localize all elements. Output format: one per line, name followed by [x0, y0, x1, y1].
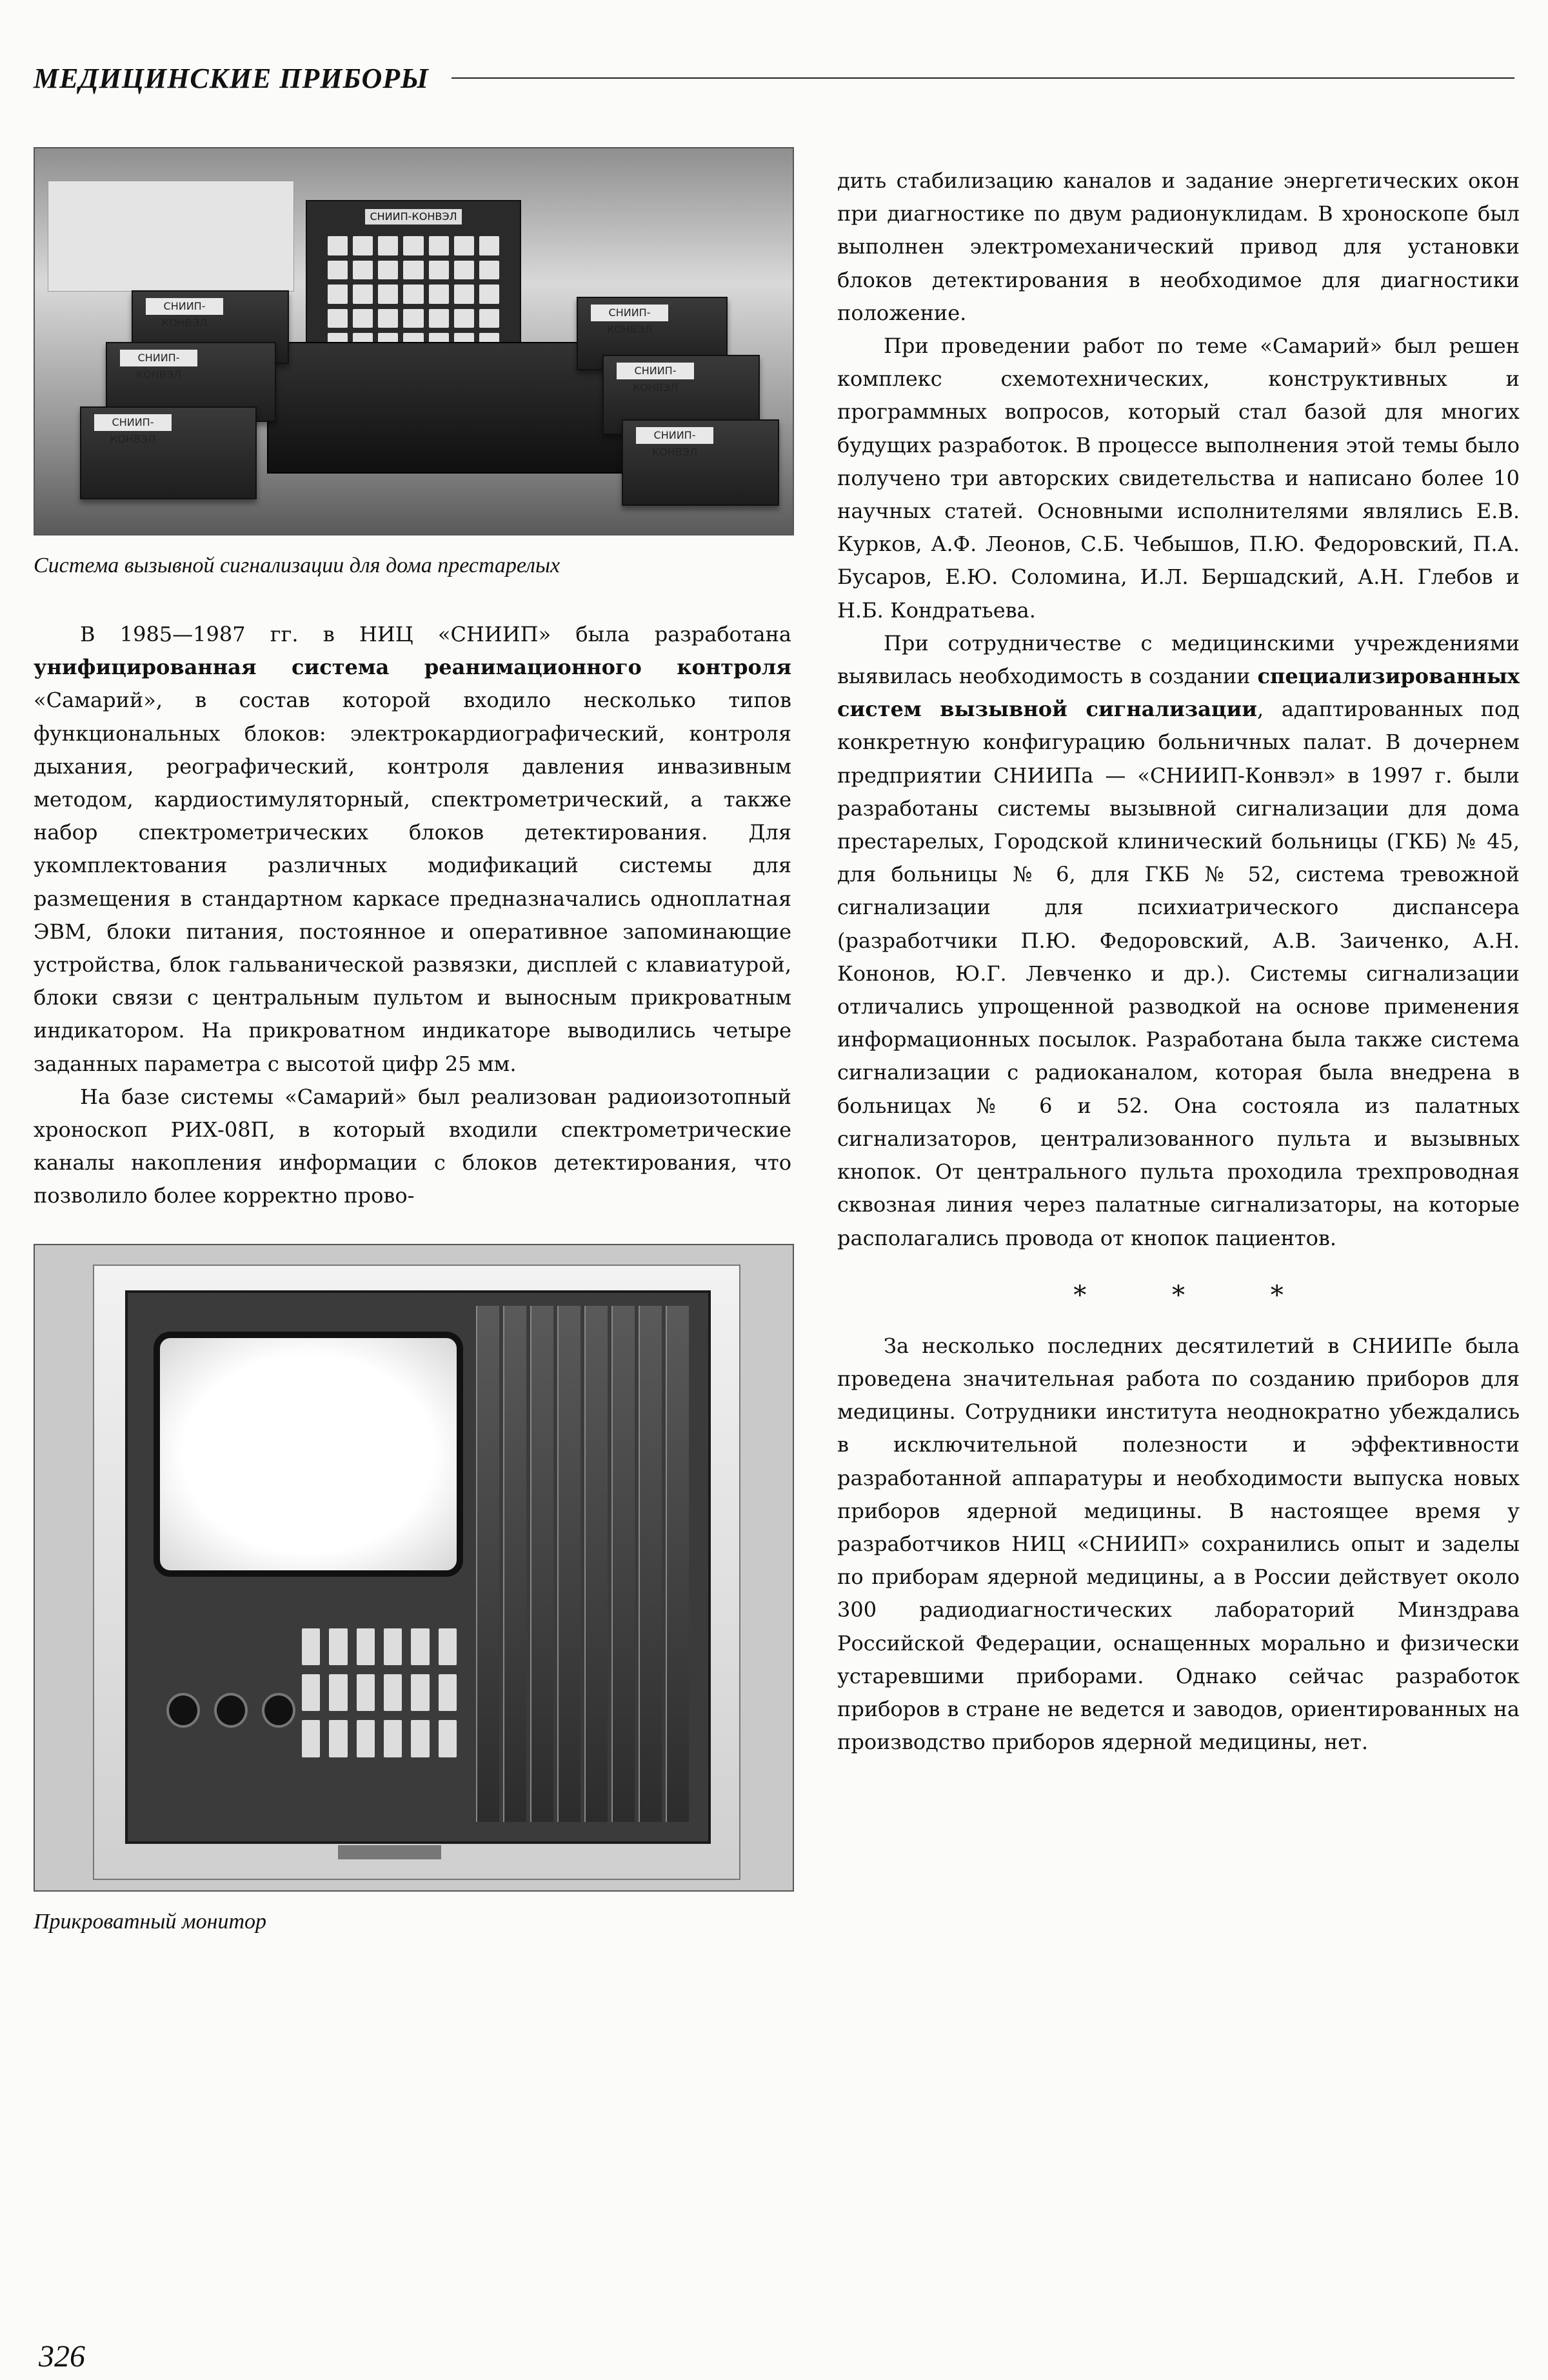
ward-signaller: СНИИП-КОНВЭЛ [80, 406, 257, 499]
photo-caption-1: Система вызывной сигнализации для дома престарелых [34, 554, 561, 577]
ward-signaller: СНИИП-КОНВЭЛ [577, 297, 728, 370]
monitor-modules [476, 1306, 689, 1822]
section-title: МЕДИЦИНСКИЕ ПРИБОРЫ [34, 63, 429, 94]
monitor-screen [154, 1332, 463, 1577]
page-header [34, 59, 1514, 98]
ward-signaller: СНИИП-КОНВЭЛ [132, 290, 289, 364]
paragraph-conclusion: За несколько последних десятилетий в СНИИПе была проведена значительная работа по созданию приборов для медицины. Сотрудники института неоднократно убеждались в исключительной полезности и эффективности разработанной аппаратуры и необходимости выпуска новых приборов ядерной медицины. В настоящее время у разработчиков НИЦ «СНИИП» сохранились опыт и заделы по приборам ядерной медицины, а в России действует около 300 радиодиагностических лабораторий Минздрава Российской Федерации, оснащенных морально и физически устаревшими приборами. Однако сейчас разработок приборов в стране не ведется и заводов, ориентированных на производство приборов ядерной медицины, нет. [837, 1333, 1520, 1755]
monitor-front-panel [125, 1290, 711, 1844]
monitor-buttons [302, 1628, 457, 1757]
paragraph-continuation: дить стабилизацию каналов и задание энергетических окон при диагностике по двум радионуклидам. В хроноскопе был выполнен электромеханический привод для установки блоков детектирования в необходимое для диагностики положение. [837, 168, 1520, 325]
photo-background-sheet [48, 181, 294, 292]
monitor-knobs [166, 1693, 295, 1745]
monitor-nameplate [338, 1845, 441, 1859]
section-separator: * * * [1073, 1280, 1322, 1310]
photo-call-system [34, 147, 794, 535]
ward-signaller: СНИИП-КОНВЭЛ [622, 419, 779, 506]
ward-signaller: СНИИП-КОНВЭЛ [106, 342, 276, 422]
paragraph-samariy-results: При проведении работ по теме «Самарий» был решен комплекс схемотехнических, конструктивных и программных вопросов, который стал базой для многих будущих разработок. В процессе выполнения этой темы было получено три авторских свидетельства и написано более 10 научных статей. Основными исполнителями являлись Е.В. Курков, А.Ф. Леонов, С.Б. Чебышов, П.Ю. Федоровский, П.А. Бусаров, Е.Ю. Соломина, И.Л. Бершадский, А.Н. Глебов и Н.Б. Кондратьева. [837, 334, 1520, 623]
paragraph-call-systems: При сотрудничестве с медицинскими учреждениями выявилась необходимость в создании специализированных систем вызывной сигнализации, адаптированных под конкретную конфигурацию больничных палат. В дочернем предприятии СНИИПа — «СНИИП-Конвэл» в 1997 г. были разработаны системы вызывной сигнализации для дома престарелых, Городской клинический больницы (ГКБ) № 45, для больницы № 6, для ГКБ № 52, система тревожной сигнализации для психиатрического диспансера (разработчики П.Ю. Федоровский, А.В. Заиченко, А.Н. Кононов, Ю.Г. Левченко и др.). Системы сигнализации отличались упрощенной разводкой на основе применения информационных посылок. Разработана была также система сигнализации с радиоканалом, которая была внедрена в больницах № 6 и 52. Она состояла из палатных сигнализаторов, централизованного пульта и вызывных кнопок. От центрального пульта проходила трехпроводная сквозная линия через палатные сигнализаторы, на которые располагались провода от кнопок пациентов. [837, 630, 1520, 1250]
console-label: СНИИП-КОНВЭЛ [365, 209, 462, 225]
paragraph-chronoscope: На базе системы «Самарий» был реализован радиоизотопный хроноскоп РИХ-08П, в который входили спектрометрические каналы накопления информации с блоков детектирования, что позволило более корректно прово- [34, 1084, 791, 1208]
photo-bedside-monitor [34, 1244, 794, 1892]
paragraph-samariy: В 1985—1987 гг. в НИЦ «СНИИП» была разработана унифицированная система реанимационного контроля «Самарий», в состав которой входило несколько типов функциональных блоков: электрокардиографический, контроля дыхания, реографический, контроля давления инвазивным методом, кардиостимуляторный, спектрометрический, а также набор спектрометрических блоков детектирования. Для укомплектования различных модификаций системы для размещения в стандартном каркасе предназначались одноплатная ЭВМ, блоки питания, постоянное и оперативное запоминающие устройства, блок гальванической развязки, дисплей с клавиатурой, блоки связи с центральным пультом и выносным прикроватным индикатором. На прикроватном индикаторе выводились четыре заданных параметра с высотой цифр 25 мм. [34, 622, 791, 1076]
left-column [34, 147, 791, 1937]
ward-signaller: СНИИП-КОНВЭЛ [602, 355, 760, 435]
page-number: 326 [39, 2339, 85, 2374]
header-rule [452, 77, 1514, 79]
right-column [837, 165, 1520, 1759]
photo-caption-2: Прикроватный монитор [34, 1909, 267, 1934]
console-keypad [328, 236, 499, 352]
